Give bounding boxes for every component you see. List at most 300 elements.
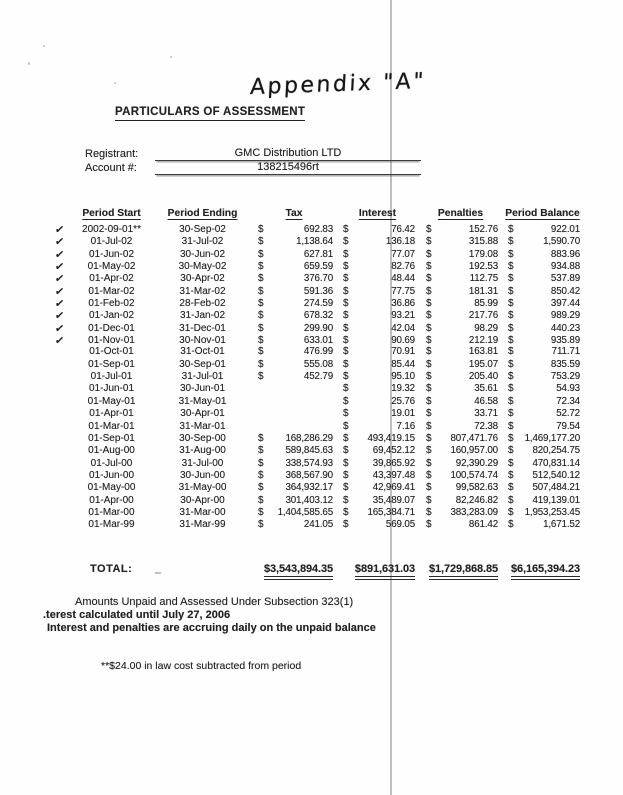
period-balance-cell: 537.89 (550, 273, 580, 285)
balance-currency-symbol: $ (508, 519, 514, 531)
check-cell (55, 223, 73, 236)
interest-currency-symbol: $ (343, 335, 349, 347)
check-cell (55, 383, 73, 395)
interest-currency-symbol: $ (343, 371, 349, 383)
penalties-currency-symbol: $ (426, 335, 432, 347)
table-row (55, 371, 580, 383)
penalties-currency-symbol: $ (426, 445, 432, 457)
tax-currency-symbol: $ (258, 371, 264, 383)
table-row (55, 482, 580, 494)
balance-currency-symbol: $ (508, 432, 514, 444)
penalties-currency-symbol: $ (426, 273, 432, 285)
interest-cell: 165,384.71 (367, 506, 415, 518)
period-start-cell: 01-Apr-02 (89, 273, 134, 285)
penalties-cell: 163.81 (468, 346, 498, 358)
penalties-cell: 205.40 (468, 371, 498, 383)
period-start-cell: 01-Feb-02 (88, 298, 135, 310)
interest-currency-symbol: $ (343, 445, 349, 457)
balance-currency-symbol: $ (508, 236, 514, 248)
period-ending-cell: 31-May-01 (178, 395, 227, 407)
header-period-ending: Period Ending (167, 208, 238, 219)
check-cell (55, 482, 73, 494)
period-ending-cell: 30-Nov-01 (179, 335, 226, 347)
penalties-cell: 33.71 (474, 408, 498, 420)
interest-cell: 85.44 (391, 358, 415, 370)
balance-currency-symbol: $ (508, 224, 514, 235)
penalties-cell: 100,574.74 (450, 469, 498, 481)
penalties-currency-symbol: $ (426, 261, 432, 273)
note-subsection: Amounts Unpaid and Assessed Under Subsection 323(1) (75, 596, 354, 608)
period-ending-cell: 30-Jun-01 (179, 383, 226, 395)
interest-currency-symbol: $ (343, 383, 349, 395)
registrant-label: Registrant: (85, 148, 139, 160)
interest-cell: 42.04 (391, 322, 415, 334)
tax-currency-symbol: $ (258, 248, 264, 260)
table-row (55, 223, 580, 235)
period-balance-cell: 52.72 (556, 408, 580, 420)
tax-currency-symbol: $ (258, 432, 264, 444)
period-ending-cell: 30-Sep-01 (179, 358, 226, 370)
penalties-cell: 35.61 (474, 383, 498, 395)
tax-cell: 1,138.64 (296, 236, 333, 248)
checkmark-icon: ✓ (54, 260, 65, 274)
period-ending-cell: 31-Mar-02 (179, 285, 226, 297)
tax-cell: 555.08 (303, 358, 333, 370)
period-balance-cell: 419,139.01 (532, 494, 580, 506)
penalties-cell: 160,957.00 (450, 445, 498, 457)
balance-currency-symbol: $ (508, 457, 514, 469)
period-start-cell: 01-Mar-02 (88, 285, 135, 297)
balance-currency-symbol: $ (508, 482, 514, 494)
penalties-currency-symbol: $ (426, 457, 432, 469)
penalties-cell: 212.19 (468, 335, 498, 347)
period-balance-cell: 820,254.75 (532, 445, 580, 457)
interest-cell: 70.91 (391, 346, 415, 358)
check-cell (55, 507, 73, 519)
registrant-value: GMC Distribution LTD (155, 147, 421, 161)
period-ending-cell: 30-Jun-00 (179, 469, 226, 481)
interest-cell: 569.05 (385, 519, 415, 531)
handwritten-appendix-note: Appendix "A" (249, 68, 427, 101)
tax-currency-symbol: $ (258, 261, 264, 273)
scan-speck (43, 45, 45, 47)
period-ending-cell: 31-Aug-00 (179, 445, 226, 457)
penalties-cell: 807,471.76 (450, 432, 498, 444)
interest-currency-symbol: $ (343, 248, 349, 260)
interest-currency-symbol: $ (343, 285, 349, 297)
penalties-cell: 315.88 (468, 236, 498, 248)
total-balance: $6,165,394.23 (505, 563, 580, 580)
table-row (55, 248, 580, 260)
checkmark-icon: ✓ (54, 322, 65, 336)
table-row (55, 433, 580, 445)
period-start-cell: 01-Mar-99 (88, 519, 135, 531)
tax-currency-symbol: $ (258, 519, 264, 531)
interest-cell: 76.42 (391, 224, 415, 235)
period-ending-cell: 28-Feb-02 (179, 298, 226, 310)
table-row (55, 334, 580, 346)
checkmark-icon: ✓ (54, 272, 65, 286)
tax-cell: 368,567.90 (285, 469, 333, 481)
period-ending-cell: 30-May-02 (178, 261, 227, 273)
checkmark-icon: ✓ (54, 297, 65, 311)
table-row (55, 495, 580, 507)
period-start-cell: 01-Sep-01 (88, 358, 135, 370)
tax-cell: 1,404,585.65 (277, 506, 333, 518)
interest-cell: 90.69 (391, 335, 415, 347)
interest-cell: 36.86 (391, 298, 415, 310)
penalties-cell: 72.38 (474, 420, 498, 432)
period-start-cell: 01-Oct-01 (89, 346, 134, 358)
total-tax: $3,543,894.35 (255, 563, 333, 580)
period-balance-cell: 507,484.21 (532, 482, 580, 494)
note-accruing-daily: Interest and penalties are accruing daily on the unpaid balance (47, 622, 376, 634)
header-interest: Interest (358, 208, 397, 219)
interest-currency-symbol: $ (343, 482, 349, 494)
assessment-table (55, 208, 580, 532)
scan-speck (28, 62, 30, 65)
header-penalties: Penalties (437, 208, 484, 219)
period-balance-cell: 440.23 (550, 322, 580, 334)
penalties-currency-symbol: $ (426, 383, 432, 395)
balance-currency-symbol: $ (508, 273, 514, 285)
balance-currency-symbol: $ (508, 358, 514, 370)
balance-currency-symbol: $ (508, 445, 514, 457)
checkmark-icon: ✓ (54, 223, 65, 237)
interest-cell: 35,489.07 (372, 494, 415, 506)
penalties-cell: 92,390.29 (455, 457, 498, 469)
balance-currency-symbol: $ (508, 494, 514, 506)
period-balance-cell: 1,953,253.45 (524, 506, 580, 518)
penalties-currency-symbol: $ (426, 519, 432, 531)
penalties-currency-symbol: $ (426, 310, 432, 322)
interest-currency-symbol: $ (343, 322, 349, 334)
tax-cell: 364,932.17 (285, 482, 333, 494)
period-start-cell: 01-Mar-01 (88, 420, 135, 432)
period-ending-cell: 30-Apr-00 (180, 494, 225, 506)
table-row (55, 285, 580, 297)
table-row (55, 519, 580, 531)
period-start-cell: 01-Apr-01 (89, 408, 134, 420)
check-cell (55, 309, 73, 322)
penalties-currency-symbol: $ (426, 408, 432, 420)
period-ending-cell: 30-Apr-01 (180, 408, 225, 420)
balance-currency-symbol: $ (508, 322, 514, 334)
check-cell (55, 272, 73, 285)
period-balance-cell: 934.88 (550, 261, 580, 273)
penalties-cell: 112.75 (469, 273, 498, 285)
tax-currency-symbol: $ (258, 494, 264, 506)
balance-currency-symbol: $ (508, 298, 514, 310)
penalties-cell: 217.76 (468, 310, 498, 322)
table-row (55, 408, 580, 420)
balance-currency-symbol: $ (508, 420, 514, 432)
penalties-cell: 98.29 (474, 322, 498, 334)
interest-currency-symbol: $ (343, 346, 349, 358)
period-ending-cell: 31-Jul-00 (181, 457, 224, 469)
tax-cell: 301,403.12 (285, 494, 333, 506)
tax-cell: 376.70 (303, 273, 333, 285)
tax-currency-symbol: $ (258, 298, 264, 310)
penalties-currency-symbol: $ (426, 506, 432, 518)
interest-cell: 95.10 (391, 371, 415, 383)
check-cell (55, 371, 73, 383)
interest-currency-symbol: $ (343, 494, 349, 506)
interest-cell: 39,865.92 (372, 457, 415, 469)
balance-currency-symbol: $ (508, 335, 514, 347)
period-start-cell: 01-Jul-01 (90, 371, 133, 383)
balance-currency-symbol: $ (508, 469, 514, 481)
table-row (55, 359, 580, 371)
period-balance-cell: 72.34 (556, 395, 580, 407)
period-start-cell: 01-Nov-01 (88, 335, 135, 347)
period-balance-cell: 79.54 (556, 420, 580, 432)
check-cell (55, 470, 73, 482)
interest-cell: 19.01 (391, 408, 415, 420)
period-start-cell: 01-Mar-00 (88, 506, 135, 518)
penalties-currency-symbol: $ (426, 224, 432, 235)
interest-cell: 7.16 (396, 420, 415, 432)
check-cell (55, 445, 73, 457)
period-ending-cell: 31-Dec-01 (179, 322, 226, 334)
balance-currency-symbol: $ (508, 371, 514, 383)
tax-cell: 659.59 (303, 261, 333, 273)
balance-currency-symbol: $ (508, 285, 514, 297)
scan-speck (114, 82, 116, 84)
check-cell (55, 285, 73, 298)
table-row (55, 260, 580, 272)
penalties-currency-symbol: $ (426, 236, 432, 248)
tax-currency-symbol: $ (258, 358, 264, 370)
penalties-cell: 383,283.09 (450, 506, 498, 518)
period-ending-cell: 31-Mar-99 (179, 519, 226, 531)
penalties-currency-symbol: $ (426, 482, 432, 494)
period-balance-cell: 989.29 (550, 310, 580, 322)
penalties-cell: 46.58 (474, 395, 498, 407)
period-start-cell: 01-Apr-00 (89, 494, 134, 506)
period-balance-cell: 1,469,177.20 (524, 432, 580, 444)
tax-cell: 452.79 (303, 371, 333, 383)
period-balance-cell: 922.01 (550, 224, 580, 235)
interest-currency-symbol: $ (343, 519, 349, 531)
balance-currency-symbol: $ (508, 408, 514, 420)
interest-cell: 42,969.41 (372, 482, 415, 494)
tax-currency-symbol: $ (258, 482, 264, 494)
period-balance-cell: 835.59 (550, 358, 580, 370)
period-start-cell: 01-Jul-00 (90, 457, 133, 469)
header-period-start: Period Start (82, 208, 141, 219)
period-ending-cell: 31-Jul-01 (181, 371, 224, 383)
period-start-cell: 01-Jun-00 (88, 469, 135, 481)
penalties-cell: 152.76 (468, 224, 498, 235)
table-row (55, 445, 580, 457)
penalties-cell: 99,582.63 (455, 482, 498, 494)
interest-currency-symbol: $ (343, 408, 349, 420)
penalties-currency-symbol: $ (426, 432, 432, 444)
tax-cell: 627.81 (303, 248, 333, 260)
interest-currency-symbol: $ (343, 273, 349, 285)
period-ending-cell: 30-Sep-00 (179, 432, 226, 444)
period-start-cell: 01-May-00 (87, 482, 136, 494)
penalties-currency-symbol: $ (426, 248, 432, 260)
period-start-cell: 01-Jun-02 (88, 248, 135, 260)
account-number-value: 138215496rt (155, 161, 421, 175)
period-start-cell: 01-Sep-01 (88, 432, 135, 444)
period-ending-cell: 30-Sep-02 (179, 224, 226, 235)
checkmark-icon: ✓ (54, 309, 65, 323)
interest-cell: 93.21 (391, 310, 415, 322)
period-start-cell: 01-Aug-00 (88, 445, 135, 457)
interest-cell: 25.76 (391, 395, 415, 407)
total-interest: $891,631.03 (340, 563, 415, 580)
interest-currency-symbol: $ (343, 506, 349, 518)
penalties-currency-symbol: $ (426, 395, 432, 407)
period-start-cell: 01-Dec-01 (88, 322, 135, 334)
total-label: TOTAL: (90, 563, 133, 575)
tax-currency-symbol: $ (258, 469, 264, 481)
table-row (55, 421, 580, 433)
period-start-cell: 01-Jun-01 (88, 383, 135, 395)
period-balance-cell: 711.71 (551, 346, 580, 358)
penalties-cell: 179.08 (468, 248, 498, 260)
period-balance-cell: 512,540.12 (532, 469, 580, 481)
check-cell (55, 322, 73, 335)
tax-cell: 678.32 (303, 310, 333, 322)
penalties-cell: 195.07 (468, 358, 498, 370)
table-row (55, 235, 580, 247)
check-cell (55, 297, 73, 310)
penalties-currency-symbol: $ (426, 469, 432, 481)
period-balance-cell: 1,671.52 (543, 519, 580, 531)
header-period-balance: Period Balance (505, 208, 580, 219)
period-balance-cell: 883.96 (550, 248, 580, 260)
interest-cell: 77.75 (391, 285, 415, 297)
checkmark-icon: ✓ (54, 285, 65, 299)
interest-currency-symbol: $ (343, 236, 349, 248)
period-ending-cell: 31-Jul-02 (181, 236, 224, 248)
table-header-row (55, 208, 580, 223)
penalties-currency-symbol: $ (426, 346, 432, 358)
table-row (55, 383, 580, 395)
period-ending-cell: 31-Mar-00 (179, 506, 226, 518)
account-number-label: Account #: (85, 162, 137, 174)
table-row (55, 309, 580, 321)
period-start-cell: 01-Jan-02 (88, 310, 135, 322)
penalties-currency-symbol: $ (426, 420, 432, 432)
interest-cell: 43,397.48 (372, 469, 415, 481)
checkmark-icon: ✓ (54, 235, 65, 249)
table-row (55, 272, 580, 284)
table-row (55, 507, 580, 519)
tax-currency-symbol: $ (258, 224, 264, 235)
table-row (55, 322, 580, 334)
period-balance-cell: 470,831.14 (532, 457, 580, 469)
penalties-currency-symbol: $ (426, 371, 432, 383)
period-start-cell: 01-May-01 (87, 395, 136, 407)
tax-cell: 168,286.29 (285, 432, 333, 444)
interest-cell: 82.76 (391, 261, 415, 273)
table-body (55, 223, 580, 532)
total-row (55, 563, 580, 580)
balance-currency-symbol: $ (508, 310, 514, 322)
balance-currency-symbol: $ (508, 395, 514, 407)
check-cell (55, 458, 73, 470)
law-cost-footnote: **$24.00 in law cost subtracted from period (101, 660, 302, 672)
header-tax: Tax (285, 208, 303, 219)
check-cell (55, 421, 73, 433)
interest-currency-symbol: $ (343, 420, 349, 432)
total-penalties: $1,729,868.85 (423, 563, 498, 580)
period-balance-cell: 935.89 (550, 335, 580, 347)
tax-currency-symbol: $ (258, 346, 264, 358)
period-balance-cell: 397.44 (550, 298, 580, 310)
interest-cell: 493,419.15 (367, 432, 415, 444)
table-row (55, 346, 580, 358)
scan-speck (170, 56, 172, 58)
interest-currency-symbol: $ (343, 261, 349, 273)
period-start-cell: 01-May-02 (87, 261, 136, 273)
penalties-cell: 85.99 (474, 298, 498, 310)
tax-cell: 241.05 (303, 519, 333, 531)
interest-currency-symbol: $ (343, 469, 349, 481)
tax-currency-symbol: $ (258, 506, 264, 518)
note-interest-calculated: .terest calculated until July 27, 2006 (43, 609, 231, 621)
interest-cell: 136.18 (385, 236, 415, 248)
check-cell (55, 334, 73, 347)
penalties-currency-symbol: $ (426, 285, 432, 297)
tax-currency-symbol: $ (258, 322, 264, 334)
period-ending-cell: 31-Oct-01 (180, 346, 225, 358)
check-cell (55, 260, 73, 273)
period-ending-cell: 30-Apr-02 (180, 273, 225, 285)
check-cell (55, 396, 73, 408)
penalties-cell: 192.53 (468, 261, 498, 273)
check-cell (55, 519, 73, 531)
interest-cell: 19.32 (391, 383, 415, 395)
check-cell (55, 248, 73, 261)
interest-cell: 48.44 (391, 273, 415, 285)
balance-currency-symbol: $ (508, 261, 514, 273)
penalties-cell: 82,246.82 (455, 494, 498, 506)
tax-currency-symbol: $ (258, 335, 264, 347)
checkmark-icon: ✓ (54, 334, 65, 348)
period-start-cell: 2002-09-01** (82, 224, 141, 235)
balance-currency-symbol: $ (508, 248, 514, 260)
check-cell (55, 433, 73, 445)
period-ending-cell: 30-Jun-02 (179, 248, 226, 260)
interest-currency-symbol: $ (343, 457, 349, 469)
period-ending-cell: 31-Jan-02 (179, 310, 226, 322)
tax-cell: 591.36 (303, 285, 333, 297)
tax-currency-symbol: $ (258, 285, 264, 297)
tax-currency-symbol: $ (258, 236, 264, 248)
check-cell (55, 359, 73, 371)
tax-currency-symbol: $ (258, 445, 264, 457)
period-ending-cell: 31-May-00 (178, 482, 227, 494)
interest-currency-symbol: $ (343, 310, 349, 322)
period-start-cell: 01-Jul-02 (90, 236, 133, 248)
tax-currency-symbol: $ (258, 273, 264, 285)
tax-cell: 633.01 (303, 335, 333, 347)
period-balance-cell: 54.93 (556, 383, 580, 395)
period-balance-cell: 1,590.70 (543, 236, 580, 248)
period-balance-cell: 850.42 (550, 285, 580, 297)
interest-currency-symbol: $ (343, 395, 349, 407)
tax-cell: 589,845.63 (285, 445, 333, 457)
penalties-currency-symbol: $ (426, 494, 432, 506)
table-row (55, 458, 580, 470)
checkmark-icon: ✓ (54, 248, 65, 262)
